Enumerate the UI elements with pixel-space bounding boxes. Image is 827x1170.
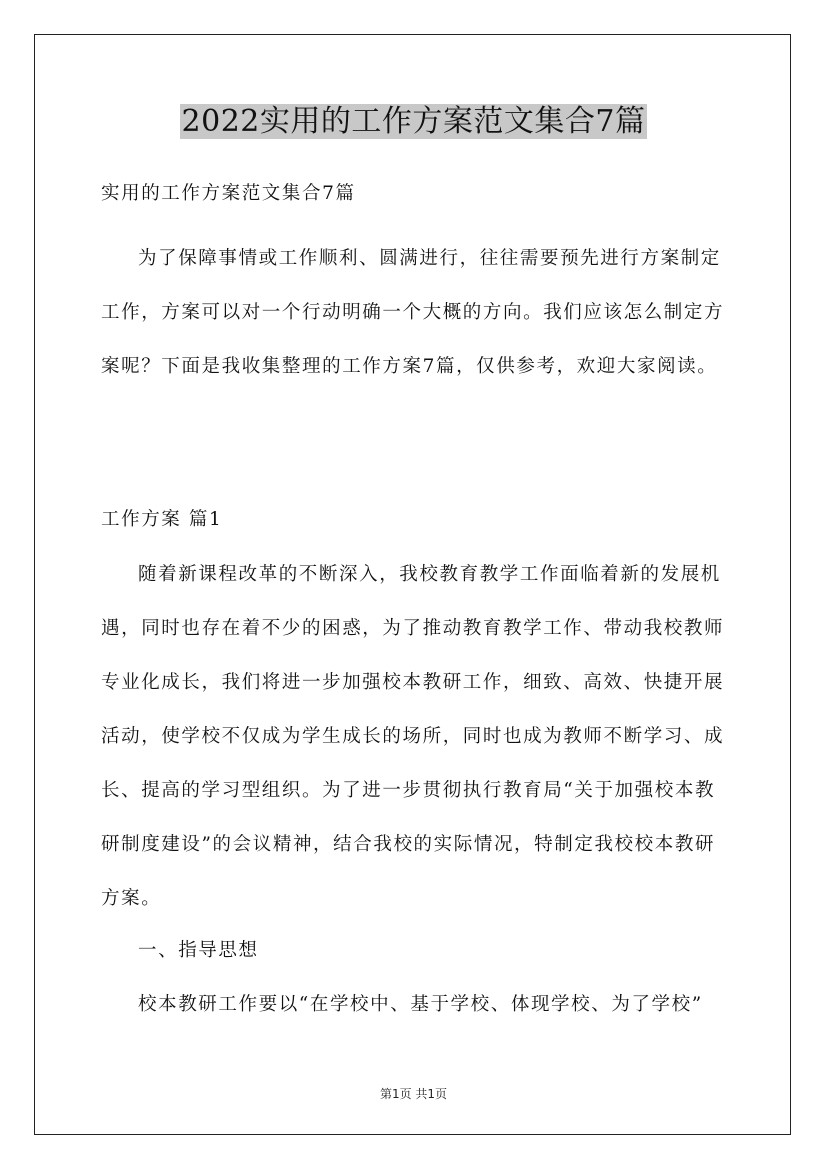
page-footer: 第1页 共1页: [379, 1087, 448, 1101]
last-paragraph: 校本教研工作要以“在学校中、基于学校、体现学校、为了学校”: [138, 994, 703, 1015]
document-title: [0, 102, 827, 142]
section-heading: 工作方案 篇1: [101, 509, 223, 530]
intro-paragraph: 为了保障事情或工作顺利、圆满进行，往往需要预先进行方案制定工作，方案可以对一个行动明确一个大概的方向。我们应该怎么制定方案呢？下面是我收集整理的工作方案7篇，仅供参考，欢迎大家阅读。: [101, 248, 725, 377]
sub-heading: 一、指导思想: [138, 940, 259, 961]
section-paragraph: 随着新课程改革的不断深入，我校教育教学工作面临着新的发展机遇，同时也存在着不少的困惑，为了推动教育教学工作、带动我校教师专业化成长，我们将进一步加强校本教研工作，细致、高效、快捷开展活动，使学校不仅成为学生成长的场所，同时也成为教师不断学习、成长、提高的学习型组织。为了进一步贯彻执行教育局“关于加强校本教研制度建设”的会议精神，结合我校的实际情况，特制定我校校本教研方案。: [101, 564, 725, 909]
document-title-text: 2022实用的工作方案范文集合7篇: [181, 104, 646, 139]
document-subtitle: 实用的工作方案范文集合7篇: [101, 183, 356, 204]
